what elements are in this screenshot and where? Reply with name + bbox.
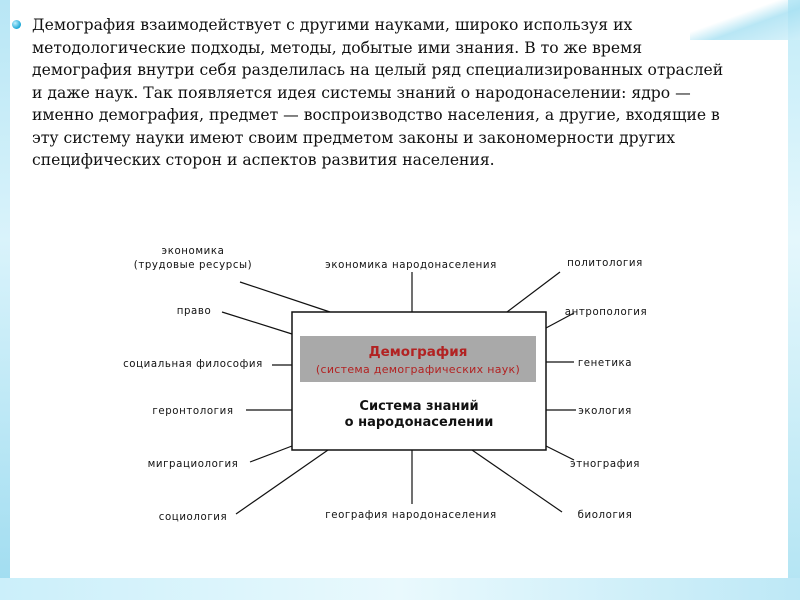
node-economics-line2: (трудовые ресурсы) [133, 260, 253, 271]
line-biology [472, 450, 562, 512]
node-population-geography: география народонаселения [325, 510, 497, 521]
center-system-line2: о народонаселении [344, 415, 494, 430]
node-gerontology: геронтология [152, 406, 234, 417]
node-migration-studies: миграциология [147, 459, 239, 470]
node-social-philosophy: социальная философия [123, 359, 263, 370]
center-title: Демография [368, 344, 468, 360]
node-political-science: политология [567, 258, 643, 269]
main-paragraph: Демография взаимодействует с другими науками, широко используя их методологические подходы, методы, добытые ими знания. В то же время демография внутри себя разделилась на целый ряд специализированных отраслей и даже наук. Так появляется идея системы знаний о народонаселении: ядро — именно демография, предмет — воспроизводство населения, а другие, входящие в эту систему науки имеют своим предметом законы и закономерности других специфических сторон и аспектов развития населения. [32, 16, 724, 169]
center-subtitle: (система демографических наук) [315, 363, 521, 376]
line-political-science [507, 272, 560, 312]
node-population-economics: экономика народонаселения [325, 260, 497, 271]
node-ethnography: этнография [570, 459, 640, 470]
node-sociology: социология [158, 512, 228, 523]
node-genetics: генетика [577, 358, 633, 369]
node-biology: биология [577, 510, 633, 521]
node-law: право [176, 306, 212, 317]
node-anthropology: антропология [564, 307, 648, 318]
center-system-line1: Система знаний [359, 399, 479, 414]
line-economics [240, 282, 330, 312]
node-ecology: экология [578, 406, 632, 417]
line-migration-studies [250, 446, 292, 462]
node-economics-line1: экономика [161, 246, 225, 257]
line-sociology [236, 450, 328, 514]
line-ethnography [546, 446, 574, 460]
line-law [222, 312, 292, 334]
